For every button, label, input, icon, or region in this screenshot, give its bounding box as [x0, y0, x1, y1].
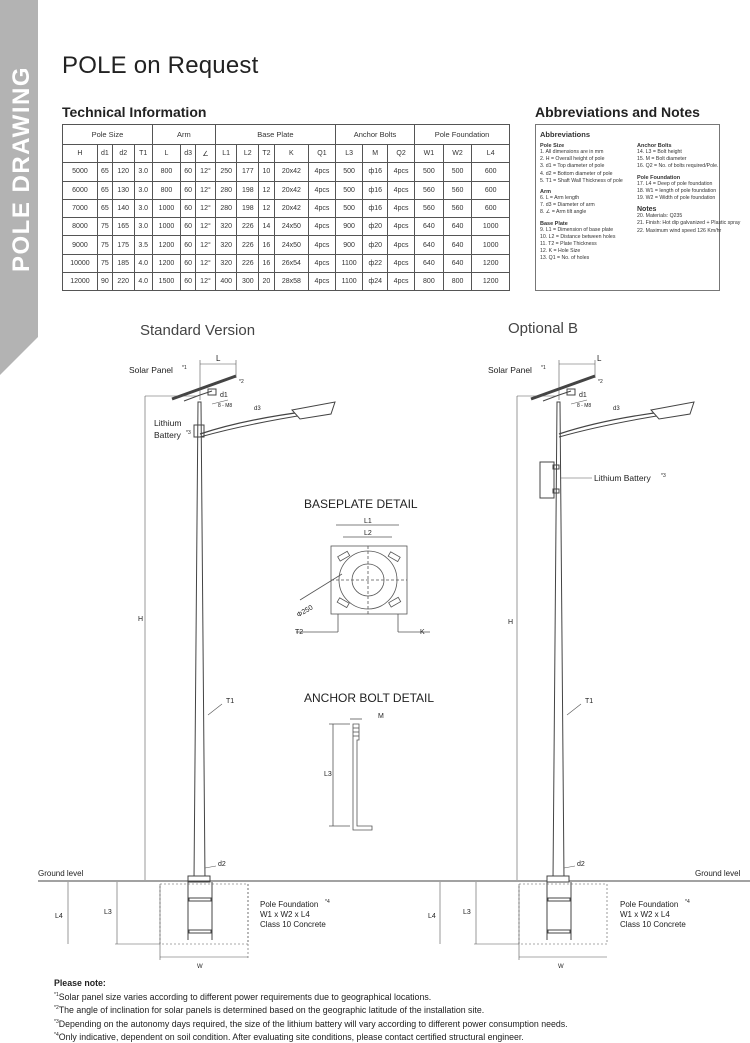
table-cell: 12°	[196, 236, 216, 254]
table-row	[63, 163, 510, 181]
table-row	[63, 273, 510, 291]
table-cell: 60	[181, 254, 196, 272]
sup3-optional: *3	[661, 473, 666, 479]
standard-version-title: Standard Version	[140, 322, 256, 339]
table-cell: 1100	[335, 273, 362, 291]
table-cell: 175	[112, 236, 134, 254]
abbreviation-item: 9. L1 = Dimension of base plate	[540, 226, 614, 233]
abbreviation-item: 8. ∠ = Arm tilt angle	[540, 209, 587, 216]
table-cell: 1000	[472, 236, 510, 254]
table-cell: 10000	[63, 254, 98, 272]
notes-heading: Notes	[637, 206, 657, 214]
table-cell: 4pcs	[388, 218, 415, 236]
table-cell: 8000	[63, 218, 98, 236]
table-column-header: d1	[97, 145, 112, 163]
table-column-header-row	[63, 145, 510, 163]
abbreviation-item: 7. d3 = Diameter of arm	[540, 202, 595, 209]
baseplate-T2: T2	[295, 629, 304, 636]
label-d1: d1	[220, 392, 228, 399]
label-H-b: H	[508, 619, 514, 626]
table-row	[63, 236, 510, 254]
label-d2: d2	[218, 861, 226, 868]
table-cell: 500	[335, 163, 362, 181]
table-cell: 640	[443, 254, 472, 272]
abbreviation-item: 2. H = Overall height of pole	[540, 156, 605, 163]
label-lithium-2: Battery	[154, 430, 181, 440]
table-cell: 12°	[196, 181, 216, 199]
table-cell: 3.0	[134, 181, 152, 199]
abbreviation-group-heading: Pole Foundation	[637, 174, 681, 181]
standard-labels	[55, 354, 261, 970]
anchor-L3: L3	[324, 771, 332, 778]
note-text: The angle of inclination for solar panels is determined based on the geographic latitude of the installation site.	[58, 1005, 485, 1016]
pole-drawing	[0, 300, 750, 980]
table-cell: 1200	[152, 236, 180, 254]
table-cell: 20x42	[274, 163, 308, 181]
label-d3-b: d3	[613, 406, 620, 412]
table-cell: 640	[443, 236, 472, 254]
table-cell: 320	[215, 236, 237, 254]
table-column-header: d2	[112, 145, 134, 163]
table-cell: 560	[443, 181, 472, 199]
abbreviation-item: 18. W1 = length of pole foundation	[637, 187, 717, 194]
abbreviation-item: 17. L4 = Deep of pole foundation	[637, 180, 713, 187]
label-8m8: 8 - M8	[218, 403, 233, 409]
table-cell: 1500	[152, 273, 180, 291]
table-cell: 16	[259, 254, 275, 272]
table-cell: 75	[97, 254, 112, 272]
abbreviation-group-heading: Anchor Bolts	[637, 143, 672, 149]
table-cell: 280	[215, 181, 237, 199]
standard-dimensions	[68, 360, 248, 960]
table-cell: 560	[443, 199, 472, 217]
notes-item: 22. Maximum wind speed 126 Km/hr	[637, 227, 722, 234]
please-note	[54, 978, 568, 1043]
table-cell: 90	[97, 273, 112, 291]
table-cell: 12000	[63, 273, 98, 291]
ground-level-left: Ground level	[38, 869, 84, 878]
abbreviation-item: 4. d2 = Bottom diameter of pole	[540, 170, 613, 177]
table-cell: 60	[181, 273, 196, 291]
label-lithium-battery-b: Lithium Battery	[594, 473, 651, 483]
table-row	[63, 254, 510, 272]
table-cell: ф16	[363, 181, 388, 199]
abbreviation-item: 19. W2 = Width of pole foundation	[637, 195, 716, 202]
table-cell: 226	[237, 236, 259, 254]
label-L3: L3	[104, 909, 112, 916]
table-column-header: L	[152, 145, 180, 163]
please-note-heading: Please note:	[54, 978, 106, 988]
abbreviations-left-column	[540, 143, 623, 263]
table-cell: 75	[97, 218, 112, 236]
table-cell: 3.0	[134, 218, 152, 236]
table-cell: 60	[181, 199, 196, 217]
label-T1-b: T1	[585, 698, 594, 705]
table-cell: 185	[112, 254, 134, 272]
label-d3: d3	[254, 406, 261, 412]
label-W-b: W	[558, 964, 564, 970]
table-cell: 9000	[63, 236, 98, 254]
sup3-standard: *3	[186, 430, 191, 436]
table-column-header: H	[63, 145, 98, 163]
table-cell: 60	[181, 236, 196, 254]
abbreviation-item: 11. T2 = Plate Thickness	[540, 241, 597, 248]
table-column-header: Q2	[388, 145, 415, 163]
label-T1: T1	[226, 698, 235, 705]
abbreviation-group-heading: Pole Size	[540, 143, 565, 149]
label-L: L	[216, 354, 221, 363]
abbreviation-item: 12. K = Hole Size	[540, 248, 581, 255]
foundation-b-line-2: W1 x W2 x L4	[620, 910, 670, 919]
table-cell: 560	[415, 181, 444, 199]
table-cell: 65	[97, 181, 112, 199]
table-cell: 500	[335, 199, 362, 217]
label-L4-b: L4	[428, 913, 436, 920]
technical-table	[62, 124, 510, 291]
table-cell: 280	[215, 199, 237, 217]
abbreviation-item: 14. L3 = Bolt height	[637, 149, 682, 155]
table-column-header: Q1	[308, 145, 335, 163]
baseplate-L1: L1	[364, 518, 372, 525]
table-cell: 600	[472, 163, 510, 181]
label-solar-panel-b: Solar Panel	[488, 365, 532, 375]
table-cell: 60	[181, 163, 196, 181]
table-cell: 4pcs	[308, 218, 335, 236]
table-column-header: M	[363, 145, 388, 163]
table-cell: 4pcs	[388, 163, 415, 181]
table-cell: 300	[237, 273, 259, 291]
standard-foundation-label	[260, 899, 330, 929]
table-cell: 24x50	[274, 236, 308, 254]
table-cell: 165	[112, 218, 134, 236]
table-cell: 4pcs	[388, 236, 415, 254]
ground-level-right: Ground level	[695, 869, 741, 878]
optional-foundation-label	[620, 899, 690, 929]
label-L-b: L	[597, 354, 602, 363]
table-column-header: ∠	[196, 145, 216, 163]
note-mark: *1	[54, 992, 59, 998]
table-cell: 20	[259, 273, 275, 291]
foundation-b-line-1: Pole Foundation	[620, 900, 679, 909]
table-cell: 20x42	[274, 199, 308, 217]
note-mark: *4	[54, 1031, 59, 1038]
table-cell: 1200	[472, 273, 510, 291]
abbreviation-item: 5. T1 = Shaft Wall Thickness of pole	[540, 177, 623, 184]
table-cell: 12°	[196, 163, 216, 181]
abbreviation-item: 3. d1 = Top diameter of pole	[540, 163, 605, 170]
table-cell: 4pcs	[388, 254, 415, 272]
table-cell: 1000	[472, 218, 510, 236]
baseplate-diam: Φ250	[295, 604, 315, 620]
baseplate-detail	[296, 525, 430, 632]
baseplate-title: BASEPLATE DETAIL	[304, 497, 418, 511]
table-cell: 4pcs	[308, 163, 335, 181]
table-cell: 640	[415, 254, 444, 272]
foundation-line-1: Pole Foundation	[260, 900, 319, 909]
table-cell: 1200	[472, 254, 510, 272]
table-cell: ф16	[363, 163, 388, 181]
table-cell: 226	[237, 218, 259, 236]
table-column-header: W1	[415, 145, 444, 163]
table-cell: 65	[97, 199, 112, 217]
table-group-header: Pole Foundation	[415, 125, 510, 145]
table-cell: 320	[215, 218, 237, 236]
table-cell: 3.5	[134, 236, 152, 254]
table-cell: 7000	[63, 199, 98, 217]
please-note-lines	[54, 990, 568, 1043]
table-cell: 900	[335, 218, 362, 236]
table-cell: 10	[259, 163, 275, 181]
table-cell: 12°	[196, 199, 216, 217]
table-cell: 320	[215, 254, 237, 272]
table-cell: 24x50	[274, 218, 308, 236]
label-solar-panel: Solar Panel	[129, 365, 173, 375]
baseplate-K: K	[420, 629, 425, 636]
table-cell: 1000	[152, 218, 180, 236]
banner-text: POLE DRAWING	[8, 65, 35, 272]
table-cell: 500	[335, 181, 362, 199]
table-cell: 6000	[63, 181, 98, 199]
abbreviation-item: 10. L2 = Distance between holes	[540, 233, 616, 240]
table-cell: 75	[97, 236, 112, 254]
abbreviation-item: 16. Q2 = No. of bolts required/Pole.	[637, 163, 719, 170]
label-lithium-1: Lithium	[154, 418, 182, 428]
table-group-header: Anchor Bolts	[335, 125, 414, 145]
table-cell: ф20	[363, 218, 388, 236]
abbreviations-title: Abbreviations and Notes	[535, 104, 700, 120]
abbreviations-box-title: Abbreviations	[540, 130, 591, 139]
table-cell: ф20	[363, 236, 388, 254]
sup4-optional: *4	[685, 899, 690, 905]
table-cell: 4pcs	[308, 199, 335, 217]
foundation-line-3: Class 10 Concrete	[260, 920, 326, 929]
table-cell: 16	[259, 236, 275, 254]
table-cell: 1200	[152, 254, 180, 272]
note-text: Depending on the autonomy days required, the size of the lithium battery will vary according to different power consumption needs.	[58, 1018, 568, 1029]
table-cell: 5000	[63, 163, 98, 181]
table-cell: 4pcs	[388, 181, 415, 199]
optional-b-title: Optional B	[508, 320, 579, 337]
table-cell: 60	[181, 181, 196, 199]
baseplate-L2: L2	[364, 530, 372, 537]
table-cell: 65	[97, 163, 112, 181]
notes-item: 20. Materials: Q235	[637, 213, 683, 220]
table-group-header-row	[63, 125, 510, 145]
table-cell: 640	[443, 218, 472, 236]
table-cell: 198	[237, 181, 259, 199]
table-row	[63, 199, 510, 217]
table-column-header: W2	[443, 145, 472, 163]
table-group-header: Base Plate	[215, 125, 335, 145]
note-text: Only indicative, dependent on soil condition. After evaluating site conditions, please contact certified structural engineer.	[58, 1031, 524, 1042]
anchor-title: ANCHOR BOLT DETAIL	[304, 691, 435, 705]
label-L4: L4	[55, 913, 63, 920]
table-cell: ф16	[363, 199, 388, 217]
table-cell: 140	[112, 199, 134, 217]
abbreviation-group-heading: Base Plate	[540, 220, 568, 227]
notes-item: 21. Finish: Hot dip galvanized + Plastic spray	[637, 220, 741, 227]
sup2-standard: *2	[239, 379, 244, 385]
table-cell: 120	[112, 163, 134, 181]
table-column-header: L4	[472, 145, 510, 163]
table-cell: 4.0	[134, 254, 152, 272]
table-cell: 3.0	[134, 199, 152, 217]
table-cell: 4pcs	[308, 254, 335, 272]
table-cell: 800	[152, 181, 180, 199]
table-cell: 800	[443, 273, 472, 291]
table-cell: 26x54	[274, 254, 308, 272]
table-column-header: L3	[335, 145, 362, 163]
table-cell: 4pcs	[308, 236, 335, 254]
table-cell: 640	[415, 236, 444, 254]
sup1-solar: *1	[182, 365, 187, 371]
anchor-bolt-detail	[329, 719, 372, 830]
label-W: W	[197, 964, 203, 970]
table-row	[63, 218, 510, 236]
table-cell: 560	[415, 199, 444, 217]
table-column-header: K	[274, 145, 308, 163]
table-cell: 800	[152, 163, 180, 181]
optional-dimensions	[440, 360, 607, 960]
table-cell: 640	[415, 218, 444, 236]
table-cell: 250	[215, 163, 237, 181]
table-cell: 12	[259, 181, 275, 199]
table-cell: 4pcs	[388, 273, 415, 291]
label-d1-b: d1	[579, 392, 587, 399]
table-cell: 28x58	[274, 273, 308, 291]
foundation-b-line-3: Class 10 Concrete	[620, 920, 686, 929]
please-note-line	[54, 1017, 568, 1030]
table-column-header: L2	[237, 145, 259, 163]
table-cell: 4.0	[134, 273, 152, 291]
table-cell: 20x42	[274, 181, 308, 199]
table-cell: 600	[472, 199, 510, 217]
table-column-header: L1	[215, 145, 237, 163]
table-cell: 500	[415, 163, 444, 181]
table-cell: 60	[181, 218, 196, 236]
table-cell: 500	[443, 163, 472, 181]
table-cell: 130	[112, 181, 134, 199]
table-group-header: Pole Size	[63, 125, 153, 145]
label-L3-b: L3	[463, 909, 471, 916]
page-title: POLE on Request	[62, 52, 259, 79]
anchor-M: M	[378, 713, 384, 720]
table-cell: ф24	[363, 273, 388, 291]
table-cell: 800	[415, 273, 444, 291]
please-note-line	[54, 990, 568, 1003]
table-cell: 12°	[196, 254, 216, 272]
table-cell: 220	[112, 273, 134, 291]
foundation-line-2: W1 x W2 x L4	[260, 910, 310, 919]
table-cell: 12°	[196, 218, 216, 236]
technical-information-title: Technical Information	[62, 104, 207, 120]
note-mark: *2	[54, 1005, 59, 1012]
table-row	[63, 181, 510, 199]
label-H: H	[138, 616, 144, 623]
table-cell: 198	[237, 199, 259, 217]
table-cell: 12°	[196, 273, 216, 291]
sup1-solar-b: *1	[541, 365, 546, 371]
table-cell: 1100	[335, 254, 362, 272]
abbreviation-group-heading: Arm	[540, 189, 552, 196]
standard-pole	[172, 376, 335, 940]
table-cell: 1000	[152, 199, 180, 217]
table-cell: ф22	[363, 254, 388, 272]
table-cell: 12	[259, 199, 275, 217]
table-cell: 4pcs	[308, 273, 335, 291]
table-column-header: T2	[259, 145, 275, 163]
abbreviation-item: 6. L = Arm length	[540, 195, 580, 202]
abbreviation-item: 15. M = Bolt diameter	[637, 156, 687, 163]
table-cell: 400	[215, 273, 237, 291]
note-mark: *3	[54, 1018, 59, 1025]
label-d2-b: d2	[577, 861, 585, 868]
table-column-header: T1	[134, 145, 152, 163]
abbreviations-right-column	[637, 143, 740, 235]
table-cell: 3.0	[134, 163, 152, 181]
table-cell: 4pcs	[388, 199, 415, 217]
table-column-header: d3	[181, 145, 196, 163]
label-8m8-b: 8 - M8	[577, 403, 592, 409]
table-cell: 600	[472, 181, 510, 199]
please-note-line	[54, 1030, 568, 1043]
please-note-line	[54, 1003, 568, 1016]
note-text: Solar panel size varies according to different power requirements due to geographical locations.	[58, 991, 432, 1002]
abbreviations-box	[535, 124, 741, 291]
abbreviation-item: 1. All dimensions are in mm	[540, 149, 604, 155]
table-cell: 226	[237, 254, 259, 272]
table-cell: 14	[259, 218, 275, 236]
table-cell: 177	[237, 163, 259, 181]
sup4-standard: *4	[325, 899, 330, 905]
abbreviation-item: 13. Q1 = No. of holes	[540, 255, 590, 262]
table-cell: 4pcs	[308, 181, 335, 199]
table-group-header: Arm	[152, 125, 215, 145]
optional-pole	[531, 376, 694, 940]
table-cell: 900	[335, 236, 362, 254]
sup2-optional: *2	[598, 379, 603, 385]
